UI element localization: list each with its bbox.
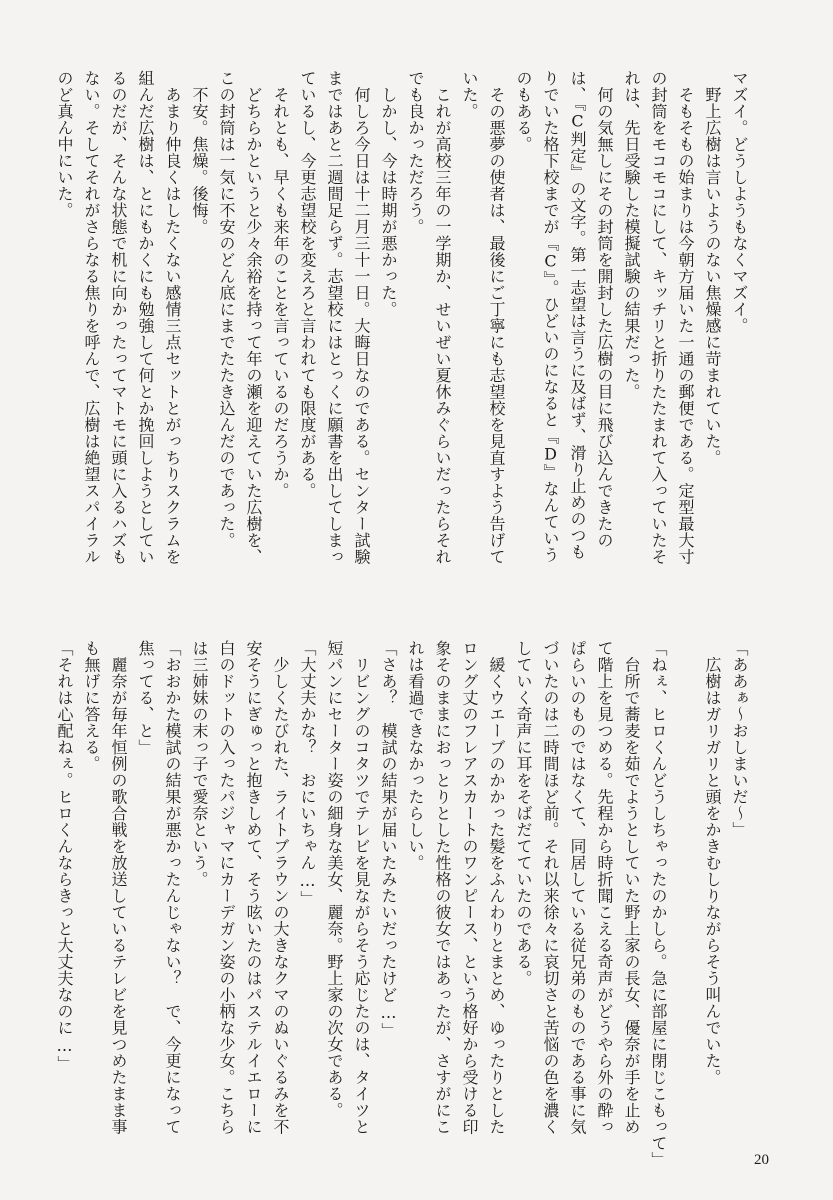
text-line: それとも、早くも来年のことを言っているのだろうか。	[271, 70, 290, 499]
text-line	[672, 640, 699, 1140]
text-line: も無げに答える。	[82, 640, 101, 772]
text-line: れは看過できなかったらしい。	[406, 640, 425, 871]
text-line: まではあと二週間足らず。志望校にはとっくに願書を出してしまっ	[325, 70, 344, 565]
text-line: 「大丈夫かな？ おにいちゃん…」	[298, 640, 317, 907]
text-line: リビングのコタツでテレビを見ながらそう応じたのは、タイツと	[352, 640, 371, 1135]
text-line: 麗奈が毎年恒例の歌合戦を放送しているテレビを見つめたまま事	[109, 640, 128, 1135]
text-line: 「おおかた模試の結果が悪かったんじゃない？ で、今更になって	[163, 640, 182, 1135]
text-line: していく奇声に耳をそばだてていたのである。	[514, 640, 533, 987]
text-line: これが高校三年の一学期か、せいぜい夏休みぐらいだったらそれ	[433, 70, 452, 565]
text-line: のど真ん中にいた。	[55, 70, 74, 219]
text-line: りでいた格下校までが『C』。ひどいのになると『D』なんていう	[541, 70, 560, 563]
text-line: は三姉妹の末っ子で愛奈という。	[190, 640, 209, 888]
text-line: 「ああぁ～おしまいだ～」	[730, 640, 749, 838]
text-line: 広樹はガリガリと頭をかきむしりながらそう叫んでいた。	[703, 640, 722, 1086]
text-line: 少しくたびれた、ライトブラウンの大きなクマのぬいぐるみを不	[271, 640, 290, 1135]
text-line: て階上を見つめる。先程から時折聞こえる奇声がどうやら外の酔っ	[595, 640, 614, 1135]
text-line: ているし、今更志望校を変えろと言われても限度がある。	[298, 70, 317, 499]
text-line: 野上広樹は言いようのない焦燥感に苛まれていた。	[703, 70, 722, 466]
text-line: 白のドットの入ったパジャマにカーデガン姿の小柄な少女。こちら	[217, 640, 236, 1135]
text-line: マズイ。どうしようもなくマズイ。	[730, 70, 749, 334]
text-line: ない。そしてそれがさらなる焦りを呼んで、広樹は絶望スパイラル	[82, 70, 101, 565]
text-line: は、『C判定』の文字。第一志望は言うに及ばず、滑り止めのつも	[568, 70, 587, 560]
text-line: 焦ってる、と」	[136, 640, 155, 756]
text-line: ロング丈のフレアスカートのワンピース、という格好から受ける印	[460, 640, 479, 1135]
text-line: るのだが、そんな状態で机に向かったってマトモに頭に入るハズも	[109, 70, 128, 565]
text-line: れは、先日受験した模擬試験の結果だった。	[622, 70, 641, 400]
text-line: 何しろ今日は十二月三十一日。大晦日なのである。センター試験	[352, 70, 371, 565]
text-line: その悪夢の使者は、最後にご丁寧にも志望校を見直すよう告げて	[487, 70, 506, 565]
text-line: ぱらいのものではなくて、同居している従兄弟のものである事に気	[568, 640, 587, 1135]
text-line: この封筒は一気に不安のどん底にまでたたき込んだのであった。	[217, 70, 236, 549]
text-line: づいたのは二時間ほど前。それ以来徐々に哀切さと苦悩の色を濃く	[541, 640, 560, 1135]
text-line: 短パンにセーター姿の細身な美女、麗奈。野上家の次女である。	[325, 640, 344, 1119]
text-line: どちらかというと少々余裕を持って年の瀬を迎えていた広樹を、	[244, 70, 263, 565]
text-line: でも良かっただろう。	[406, 70, 425, 235]
text-line: そもそもの始まりは今朝方届いた一通の郵便である。定型最大寸	[676, 70, 695, 565]
text-line: しかし、今は時期が悪かった。	[379, 70, 398, 318]
text-line: 「それは心配ねぇ。ヒロくんならきっと大丈夫なのに…」	[55, 640, 74, 1072]
text-line: あまり仲良くはしたくない感情三点セットとがっちりスクラムを	[163, 70, 182, 565]
text-line: 「さあ？ 模試の結果が届いたみたいだったけど…」	[379, 640, 398, 1039]
text-line: 何の気無しにその封筒を開封した広樹の目に飛び込んできたの	[595, 70, 614, 549]
text-line: 「ねぇ、ヒロくんどうしちゃったのかしら。急に部屋に閉じこもって」	[649, 640, 668, 1168]
text-line: いた。	[460, 70, 479, 120]
upper-text-block	[55, 70, 753, 590]
text-line: 不安。焦燥。後悔。	[190, 70, 209, 235]
lower-text-block	[55, 640, 753, 1168]
text-line: の封筒をモコモコにして、キッチリと折りたたまれて入っていたそ	[649, 70, 668, 565]
text-line: 組んだ広樹は、とにもかくにも勉強して何とか挽回しようとしてい	[136, 70, 155, 565]
page-number: 20	[754, 1152, 769, 1168]
text-line: 緩くウエーブのかかった髪をふんわりとまとめ、ゆったりとした	[487, 640, 506, 1135]
text-line: 象そのままにおっとりとした性格の彼女ではあったが、さすがにこ	[433, 640, 452, 1135]
text-line: 安そうにぎゅっと抱きしめて、そう呟いたのはパステルイエローに	[244, 640, 263, 1135]
text-line: 台所で蕎麦を茹でようとしていた野上家の長女、優奈が手を止め	[622, 640, 641, 1135]
text-line: のもある。	[514, 70, 533, 153]
